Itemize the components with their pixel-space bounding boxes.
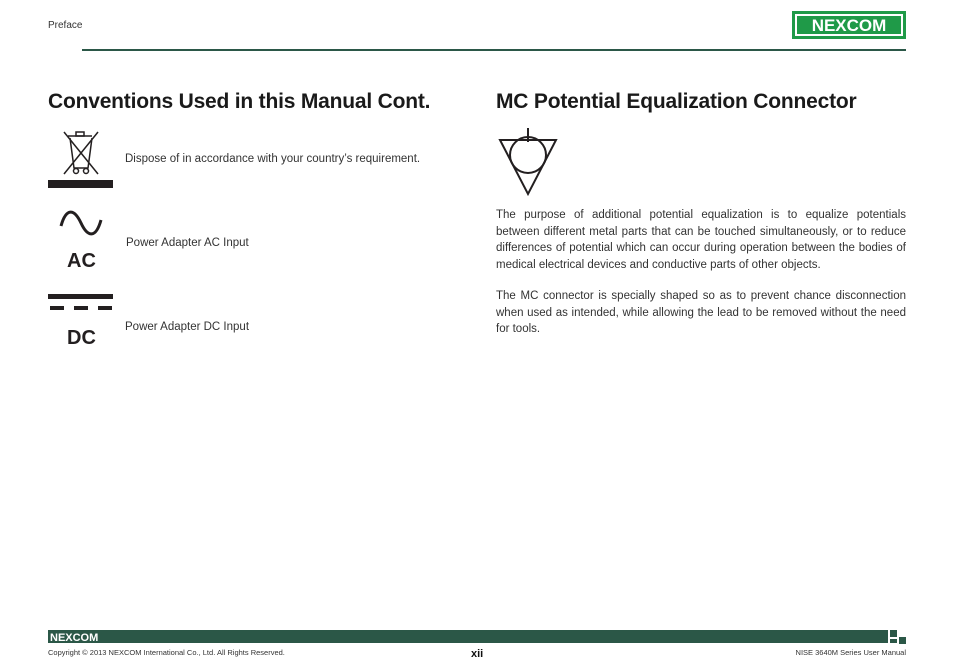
section-label: Preface <box>48 20 83 31</box>
right-section-title: MC Potential Equalization Connector <box>496 90 857 113</box>
dc-lines-icon <box>48 294 113 314</box>
weee-bin-icon <box>48 128 113 188</box>
equipotential-icon <box>496 124 560 198</box>
ac-sine-icon <box>58 208 104 238</box>
footer-square-decoration <box>890 639 897 643</box>
paragraph-1: The purpose of additional potential equalization is to equalize potentials between different metal parts that can be touched simultaneously, or to reduce differences of potential which can occur during operation between the bodies of medical electrical devices and conductive parts of other objects. <box>496 209 906 271</box>
nexcom-logo <box>792 11 906 39</box>
logo-text: NEXCOM <box>811 16 887 35</box>
footer-logo-text: NEXCOM <box>50 632 99 642</box>
ac-symbol-text: AC <box>67 250 96 272</box>
left-section-title: Conventions Used in this Manual Cont. <box>48 90 431 113</box>
paragraph-2: The MC connector is specially shaped so as to prevent chance disconnection when used as intended, while allowing the lead to be removed without the need for tools. <box>496 290 906 335</box>
dc-label: Power Adapter DC Input <box>125 321 250 333</box>
weee-label: Dispose of in accordance with your country’s requirement. <box>125 153 421 165</box>
copyright-text: Copyright © 2013 NEXCOM International Co., Ltd. All Rights Reserved. <box>48 648 285 657</box>
ac-label: Power Adapter AC Input <box>126 237 249 249</box>
footer-nexcom-logo <box>50 631 108 642</box>
footer-square-decoration <box>899 637 906 644</box>
manual-title: NISE 3640M Series User Manual <box>795 648 906 657</box>
footer-square-decoration <box>890 630 897 637</box>
header-rule <box>82 49 906 51</box>
dc-symbol-text: DC <box>67 327 96 349</box>
page-number: xii <box>471 648 484 660</box>
footer-bar <box>48 630 888 643</box>
